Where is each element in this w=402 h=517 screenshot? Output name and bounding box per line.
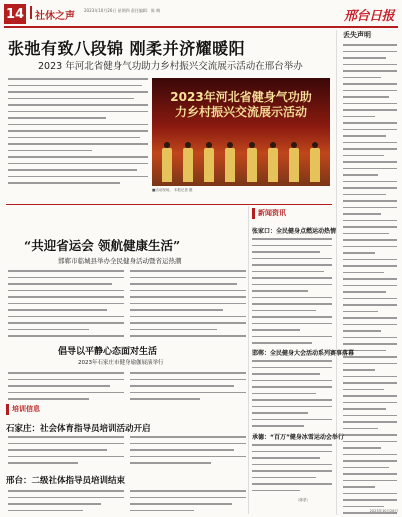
section-title: 社休之声 [35,11,75,22]
photo-caption: ■活动现场。 本报记者 摄 [152,188,193,192]
lead-body-text [8,78,148,189]
lead-subheadline: 2023 年河北省健身气功助力乡村振兴交流展示活动在邢台举办 [38,61,303,72]
news-item-3-body [252,444,332,496]
section-divider [6,204,332,205]
page-header [4,4,398,28]
news-item-1-headline: 张家口：全民健身点燃运动热情 [252,228,337,235]
column-separator [248,206,249,514]
article-2-subheadline: 邯郸市临城县举办全民健身活动暨省运热潮 [58,257,182,265]
performers-figure [160,136,322,182]
photo-banner: 2023年河北省健身气功助力乡村振兴交流展示活动 [170,90,312,119]
news-item-2-body [252,360,332,432]
training-tag: 培训信息 [6,404,40,415]
notice-column [336,30,398,515]
page-number: 14 [4,4,26,24]
news-author: （陈蒙） [296,498,310,502]
article-3-body-right [130,372,246,405]
news-item-2-headline: 邯郸：全民健身大会活动系列赛事落幕 [252,350,355,357]
article-2-body-right [130,270,246,342]
notice-date: 2023年10月26日 [369,509,398,513]
training-item-1-body-left [8,436,124,469]
issue-line: 2023年10月26日 星期四 责任编辑：陈 梅 [84,8,161,13]
section-marker [30,6,32,19]
notice-title: 丢失声明 [343,31,371,39]
training-item-1-headline: 石家庄：社会体育指导员培训活动开启 [6,424,151,434]
event-photo [152,78,330,186]
news-item-1-body [252,238,332,349]
article-3-subheadline: 2023年石家庄市健身瑜伽展演举行 [78,360,164,366]
article-2-headline: “共迎省运会 领航健康生活” [24,238,181,253]
news-brief-tag: 新闻资讯 [252,208,286,219]
notice-text [343,44,397,517]
newspaper-logo [344,5,394,24]
article-2-body-left [8,270,124,342]
training-item-2-headline: 邢台：二级社体指导员培训结束 [6,476,126,486]
article-3-body-left [8,372,124,405]
training-item-1-body-right [130,436,246,469]
logo-text: 邢台日报 [343,9,394,24]
news-item-3-headline: 承德：“百万”健身冰雪运动会举行 [252,434,344,441]
training-item-2-body-right [130,490,246,516]
lead-headline: 张弛有致八段锦 刚柔并济耀暖阳 [8,39,246,58]
article-3-headline: 倡导以平静心态面对生活 [58,347,158,357]
training-item-2-body-left [8,490,124,516]
